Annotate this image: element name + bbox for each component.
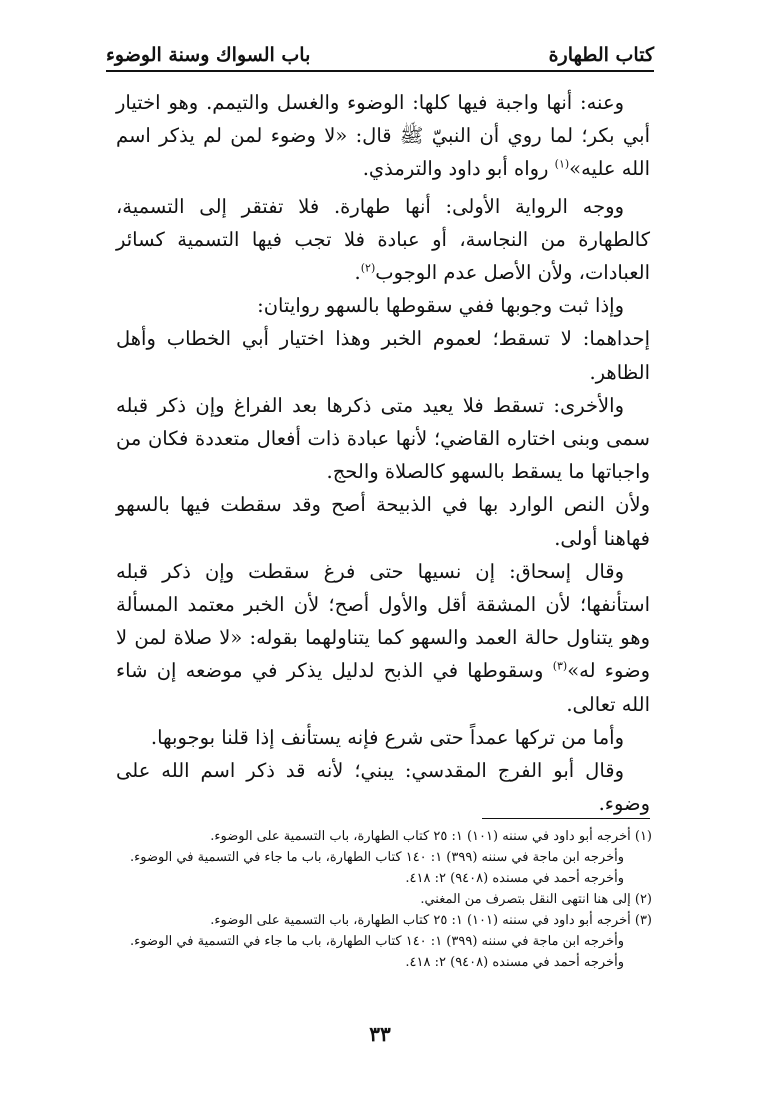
footnote-line: وأخرجه ابن ماجة في سننه (٣٩٩) ١: ١٤٠ كتاب الطهارة، باب ما جاء في التسمية في الوضوء. xyxy=(130,850,624,865)
paragraph: إحداهما: لا تسقط؛ لعموم الخبر وهذا اختيار أبي الخطاب وأهل الظاهر. xyxy=(116,327,650,384)
book-title: كتاب الطهارة xyxy=(548,44,654,66)
paragraph: وقال أبو الفرج المقدسي: يبني؛ لأنه قد ذكر اسم الله على وضوء. xyxy=(116,759,650,816)
footnote-ref: (٢) xyxy=(360,261,376,275)
paragraph: وعنه: أنها واجبة فيها كلها: الوضوء والغسل والتيمم. وهو اختيار أبي بكر؛ لما روي أن النبيّ ﷺ قال: «لا وضوء لمن لم يذكر اسم الله عليه»$^{(١)}$ رواه أبو داود والترمذي. xyxy=(116,91,650,181)
footnote-separator xyxy=(482,818,650,819)
chapter-title: باب السواك وسنة الوضوء xyxy=(106,44,311,66)
page-number: ٣٣ xyxy=(369,1022,391,1046)
footnote: (١) أخرجه أبو داود في سننه (١٠١) ١: ٢٥ كتاب الطهارة، باب التسمية على الوضوء. xyxy=(210,829,652,844)
footnote-ref: (٣) xyxy=(552,659,568,673)
footnote-line: وأخرجه أحمد في مسنده (٩٤٠٨) ٢: ٤١٨. xyxy=(405,871,624,886)
paragraph: وأما من تركها عمداً حتى شرع فإنه يستأنف إذا قلنا بوجوبها. xyxy=(150,725,624,749)
footnote-line: وأخرجه ابن ماجة في سننه (٣٩٩) ١: ١٤٠ كتاب الطهارة، باب ما جاء في التسمية في الوضوء. xyxy=(130,934,624,949)
paragraph: وإذا ثبت وجوبها ففي سقوطها بالسهو روايتان: xyxy=(257,294,624,318)
footnote-ref: (١) xyxy=(554,157,570,171)
footnote: (٢) إلى هنا انتهى النقل بتصرف من المغني. xyxy=(420,892,652,907)
footnote-line: وأخرجه أحمد في مسنده (٩٤٠٨) ٢: ٤١٨. xyxy=(405,955,624,970)
paragraph: ووجه الرواية الأولى: أنها طهارة. فلا تفتقر إلى التسمية، كالطهارة من النجاسة، أو عبادة فلا تجب فيها التسمية كسائر العبادات، ولأن الأصل عدم الوجوب$^{(٢)}$. xyxy=(116,194,650,285)
paragraph: وقال إسحاق: إن نسيها حتى فرغ سقطت وإن ذكر قبله استأنفها؛ لأن المشقة أقل والأول أصح؛ لأن الخبر معتمد المسألة وهو يتناول حالة العمد والسهو كما يتناولهما بقوله: «لا صلاة لمن لا وضوء له»$^{(٣)}$ وسقوطها في الذبح لدليل يذكر في موضعه إن شاء الله تعالى. xyxy=(116,559,650,716)
footnote: (٣) أخرجه أبو داود في سننه (١٠١) ١: ٢٥ كتاب الطهارة، باب التسمية على الوضوء. xyxy=(210,913,652,928)
paragraph: والأخرى: تسقط فلا يعيد متى ذكرها بعد الفراغ وإن ذكر قبله سمى وبنى اختاره القاضي؛ لأنها عبادة ذات أفعال متعددة فكان من واجباتها ما يسقط بالسهو كالصلاة والحج. xyxy=(116,393,650,484)
main-text xyxy=(116,86,650,820)
running-header xyxy=(106,30,654,72)
footnotes xyxy=(116,826,652,973)
paragraph: ولأن النص الوارد بها في الذبيحة أصح وقد سقطت فيها بالسهو فهاهنا أولى. xyxy=(116,493,650,550)
